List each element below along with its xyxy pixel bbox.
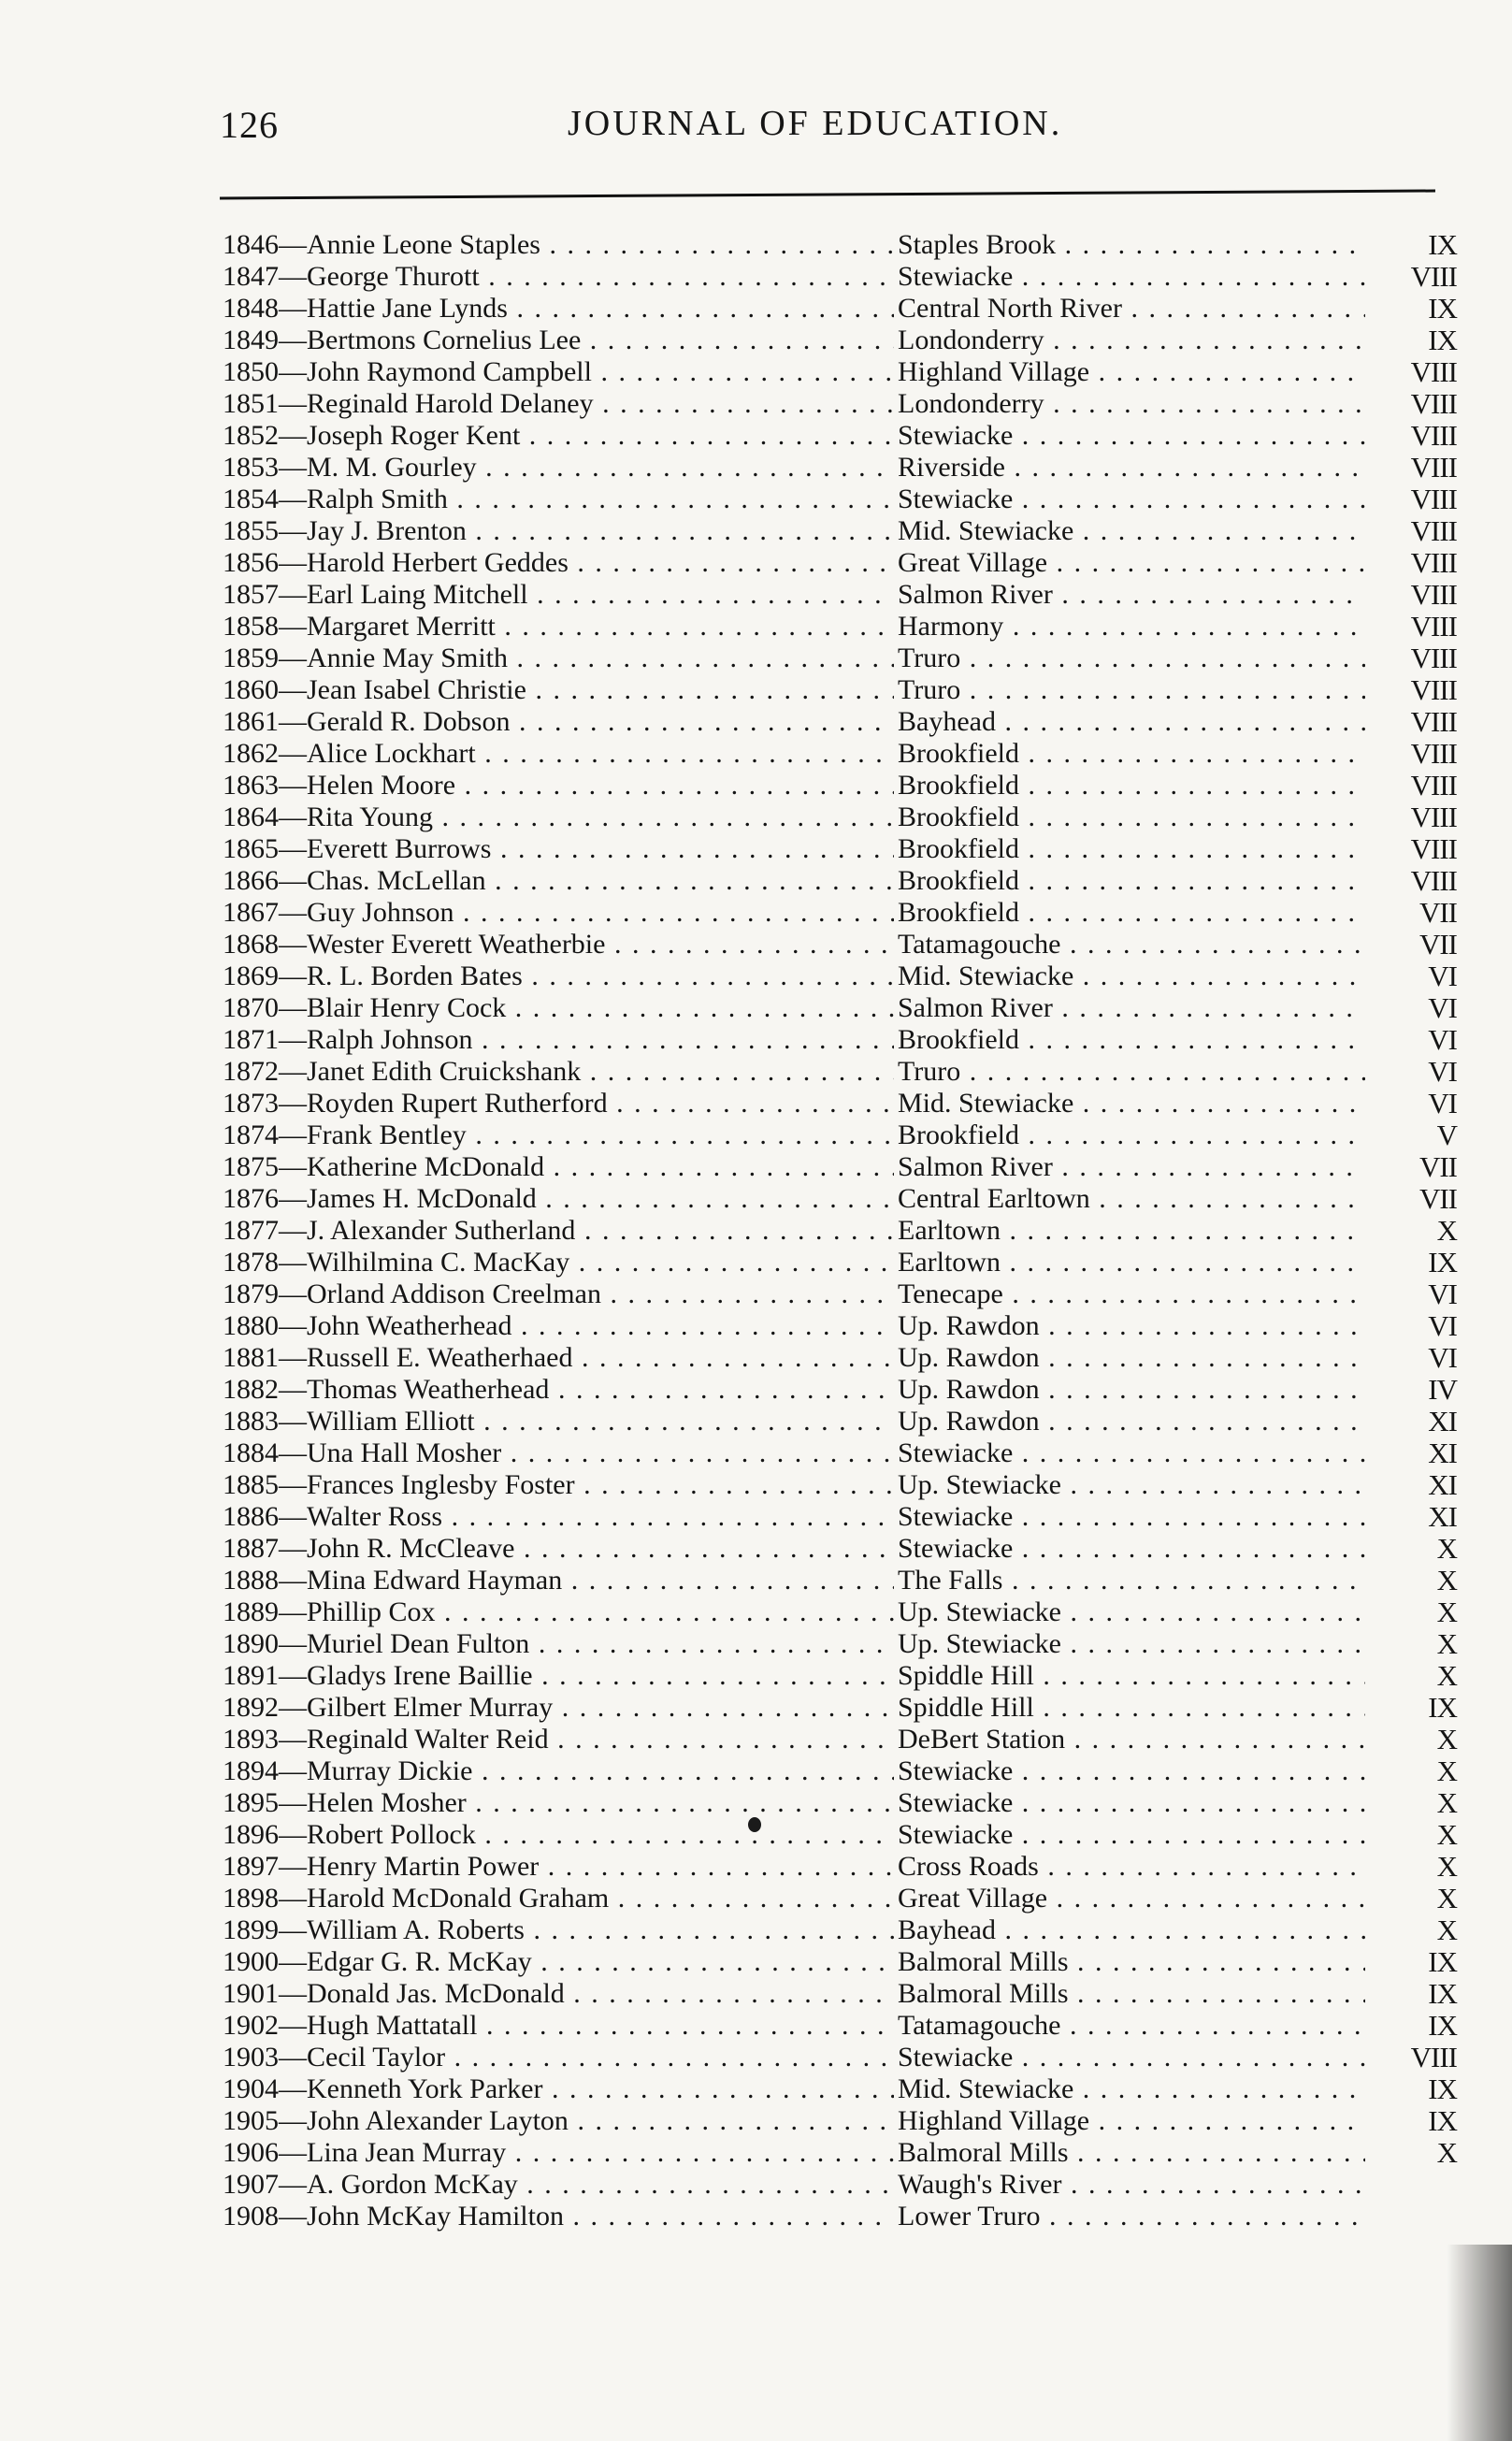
entry-name: 1864—Rita Young . . . <box>223 802 894 833</box>
list-item <box>223 1150 1457 1183</box>
entry-place: Brookfield . . . <box>898 1119 1365 1151</box>
entry-grade: X <box>1436 1786 1457 1819</box>
entry-name: 1875—Katherine McDonald . . . <box>223 1151 894 1183</box>
entry-grade: IV <box>1428 1373 1457 1406</box>
list-item <box>223 960 1457 992</box>
entry-place: Spiddle Hill . . . <box>898 1692 1365 1724</box>
list-item <box>223 1405 1457 1437</box>
entry-name: 1867—Guy Johnson . . . <box>223 897 894 929</box>
entry-grade: X <box>1436 1818 1457 1851</box>
entry-place: Salmon River . . . <box>898 1151 1365 1183</box>
entry-place: Harmony . . . <box>898 611 1365 643</box>
entry-name: 1903—Cecil Taylor . . . <box>223 2042 894 2073</box>
entry-place: Earltown . . . <box>898 1215 1365 1247</box>
entry-place: Brookfield . . . <box>898 865 1365 897</box>
entry-place: Brookfield . . . <box>898 738 1365 770</box>
entry-place: Bayhead . . . <box>898 1914 1365 1946</box>
entry-name: 1873—Royden Rupert Rutherford . . . <box>223 1088 894 1119</box>
list-item <box>223 2041 1457 2073</box>
list-item <box>223 2073 1457 2105</box>
entry-grade: VIII <box>1410 610 1457 643</box>
entry-name: 1901—Donald Jas. McDonald . . . <box>223 1978 894 2010</box>
entry-place: Brookfield . . . <box>898 802 1365 833</box>
register-list <box>223 228 1457 2232</box>
list-item <box>223 1850 1457 1883</box>
entry-place: Up. Rawdon . . . <box>898 1342 1365 1374</box>
entry-grade: VII <box>1418 1150 1457 1183</box>
entry-grade: VII <box>1418 928 1457 961</box>
entry-place: Balmoral Mills . . . <box>898 1978 1365 2010</box>
list-item <box>223 514 1457 547</box>
entry-name: 1874—Frank Bentley . . . <box>223 1119 894 1151</box>
entry-grade: X <box>1436 1596 1457 1628</box>
entry-name: 1886—Walter Ross . . . <box>223 1501 894 1533</box>
list-item <box>223 801 1457 833</box>
entry-grade: VII <box>1418 1182 1457 1215</box>
entry-grade: X <box>1436 1882 1457 1914</box>
entry-place: Up. Stewiacke . . . <box>898 1628 1365 1660</box>
entry-place: Stewiacke . . . <box>898 484 1365 515</box>
list-item <box>223 2169 1438 2201</box>
list-item <box>223 737 1457 770</box>
list-item <box>223 1341 1457 1374</box>
list-item <box>223 419 1457 452</box>
entry-place: Brookfield . . . <box>898 833 1365 865</box>
entry-place: Up. Stewiacke . . . <box>898 1469 1365 1501</box>
entry-place: Lower Truro . . . <box>898 2201 1365 2232</box>
page-header <box>220 103 1435 159</box>
list-item <box>223 578 1457 611</box>
list-item <box>223 1246 1457 1278</box>
entry-name: 1866—Chas. McLellan . . . <box>223 865 894 897</box>
entry-name: 1883—William Elliott . . . <box>223 1406 894 1437</box>
entry-grade: VIII <box>1410 355 1457 388</box>
entry-place: Cross Roads . . . <box>898 1851 1365 1883</box>
entry-name: 1863—Helen Moore . . . <box>223 770 894 802</box>
entry-grade: V <box>1436 1119 1457 1151</box>
entry-name: 1857—Earl Laing Mitchell . . . <box>223 579 894 611</box>
entry-name: 1870—Blair Henry Cock . . . <box>223 992 894 1024</box>
entry-grade: VIII <box>1410 801 1457 833</box>
entry-name: 1868—Wester Everett Weatherbie . . . <box>223 929 894 961</box>
list-item <box>223 1373 1457 1406</box>
entry-name: 1855—Jay J. Brenton . . . <box>223 515 894 547</box>
entry-name: 1882—Thomas Weatherhead . . . <box>223 1374 894 1406</box>
list-item <box>223 1914 1457 1946</box>
entry-place: Brookfield . . . <box>898 770 1365 802</box>
entry-name: 1872—Janet Edith Cruickshank . . . <box>223 1056 894 1088</box>
entry-grade: IX <box>1428 292 1457 325</box>
entry-name: 1896—Robert Pollock . . . <box>223 1819 894 1851</box>
list-item <box>223 1691 1457 1724</box>
entry-place: Mid. Stewiacke . . . <box>898 1088 1365 1119</box>
list-item <box>223 1500 1457 1533</box>
entry-name: 1890—Muriel Dean Fulton . . . <box>223 1628 894 1660</box>
entry-grade: VIII <box>1410 260 1457 293</box>
list-item <box>223 1723 1457 1755</box>
entry-name: 1904—Kenneth York Parker . . . <box>223 2073 894 2105</box>
list-item <box>223 1309 1457 1342</box>
list-item <box>223 1818 1457 1851</box>
entry-place: Mid. Stewiacke . . . <box>898 2073 1365 2105</box>
list-item <box>223 928 1457 961</box>
entry-place: Mid. Stewiacke . . . <box>898 515 1365 547</box>
entry-name: 1869—R. L. Borden Bates . . . <box>223 961 894 992</box>
entry-name: 1906—Lina Jean Murray . . . <box>223 2137 894 2169</box>
entry-grade: XI <box>1428 1405 1457 1437</box>
entry-grade: X <box>1436 1914 1457 1946</box>
entry-grade: VIII <box>1410 419 1457 452</box>
list-item <box>223 1659 1457 1692</box>
entry-place: Bayhead . . . <box>898 706 1365 738</box>
entry-grade: VIII <box>1410 514 1457 547</box>
entry-place: Highland Village . . . <box>898 2105 1365 2137</box>
list-item <box>223 1119 1457 1151</box>
list-item <box>223 673 1457 706</box>
entry-place: Up. Rawdon . . . <box>898 1406 1365 1437</box>
entry-place: Balmoral Mills . . . <box>898 1946 1365 1978</box>
entry-name: 1895—Helen Mosher . . . <box>223 1787 894 1819</box>
entry-grade: VIII <box>1410 737 1457 770</box>
list-item <box>223 610 1457 643</box>
entry-name: 1865—Everett Burrows . . . <box>223 833 894 865</box>
list-item <box>223 1468 1457 1501</box>
entry-grade: VIII <box>1410 642 1457 674</box>
entry-place: Central North River . . . <box>898 293 1365 325</box>
header-rule <box>220 185 1435 204</box>
list-item <box>223 1977 1457 2010</box>
entry-place: Spiddle Hill . . . <box>898 1660 1365 1692</box>
entry-name: 1902—Hugh Mattatall . . . <box>223 2010 894 2042</box>
entry-place: Londonderry . . . <box>898 325 1365 356</box>
entry-name: 1860—Jean Isabel Christie . . . <box>223 674 894 706</box>
entry-name: 1862—Alice Lockhart . . . <box>223 738 894 770</box>
entry-grade: X <box>1436 1850 1457 1883</box>
ink-blot <box>748 1817 761 1832</box>
entry-place: Truro . . . <box>898 674 1365 706</box>
list-item <box>223 769 1457 802</box>
entry-grade: VIII <box>1410 546 1457 579</box>
entry-grade: VI <box>1428 1087 1457 1119</box>
entry-grade: VI <box>1428 960 1457 992</box>
list-item <box>223 228 1457 261</box>
entry-name: 1859—Annie May Smith . . . <box>223 643 894 674</box>
entry-grade: VIII <box>1410 387 1457 420</box>
entry-grade: VI <box>1428 1309 1457 1342</box>
entry-place: Stewiacke . . . <box>898 1501 1365 1533</box>
entry-place: DeBert Station . . . <box>898 1724 1365 1755</box>
entry-name: 1858—Margaret Merritt . . . <box>223 611 894 643</box>
running-title: JOURNAL OF EDUCATION. <box>568 104 1063 143</box>
list-item <box>223 1023 1457 1056</box>
entry-name: 1854—Ralph Smith . . . <box>223 484 894 515</box>
list-item <box>223 1437 1457 1469</box>
list-item <box>223 2136 1457 2169</box>
entry-place: Stewiacke . . . <box>898 420 1365 452</box>
entry-place: Stewiacke . . . <box>898 2042 1365 2073</box>
entry-name: 1899—William A. Roberts . . . <box>223 1914 894 1946</box>
list-item <box>223 324 1457 356</box>
entry-name: 1894—Murray Dickie . . . <box>223 1755 894 1787</box>
entry-name: 1908—John McKay Hamilton . . . <box>223 2201 894 2232</box>
entry-name: 1871—Ralph Johnson . . . <box>223 1024 894 1056</box>
entry-place: Stewiacke . . . <box>898 1437 1365 1469</box>
entry-place: Great Village . . . <box>898 547 1365 579</box>
list-item <box>223 1214 1457 1247</box>
entry-grade: X <box>1436 1627 1457 1660</box>
entry-name: 1905—John Alexander Layton . . . <box>223 2105 894 2137</box>
entry-name: 1889—Phillip Cox . . . <box>223 1596 894 1628</box>
entry-place: Salmon River . . . <box>898 992 1365 1024</box>
list-item <box>223 642 1457 674</box>
entry-place: Earltown . . . <box>898 1247 1365 1278</box>
list-item <box>223 1882 1457 1914</box>
entry-place: Truro . . . <box>898 1056 1365 1088</box>
list-item <box>223 991 1457 1024</box>
list-item <box>223 896 1457 929</box>
entry-place: Tenecape . . . <box>898 1278 1365 1310</box>
entry-grade: XI <box>1428 1468 1457 1501</box>
list-item <box>223 451 1457 484</box>
list-item <box>223 1786 1457 1819</box>
entry-place: Tatamagouche . . . <box>898 2010 1365 2042</box>
list-item <box>223 1564 1457 1596</box>
list-item <box>223 832 1457 865</box>
page-number: 126 <box>220 104 279 146</box>
entry-grade: VIII <box>1410 483 1457 515</box>
list-item <box>223 1627 1457 1660</box>
entry-grade: XI <box>1428 1500 1457 1533</box>
entry-name: 1848—Hattie Jane Lynds . . . <box>223 293 894 325</box>
entry-name: 1891—Gladys Irene Baillie . . . <box>223 1660 894 1692</box>
entry-name: 1877—J. Alexander Sutherland . . . <box>223 1215 894 1247</box>
entry-name: 1892—Gilbert Elmer Murray . . . <box>223 1692 894 1724</box>
entry-grade: VI <box>1428 1341 1457 1374</box>
entry-name: 1852—Joseph Roger Kent . . . <box>223 420 894 452</box>
entry-grade: VI <box>1428 1023 1457 1056</box>
entry-name: 1861—Gerald R. Dobson . . . <box>223 706 894 738</box>
entry-place: Highland Village . . . <box>898 356 1365 388</box>
list-item <box>223 355 1457 388</box>
list-item <box>223 483 1457 515</box>
entry-name: 1846—Annie Leone Staples . . . <box>223 229 894 261</box>
entry-name: 1900—Edgar G. R. McKay . . . <box>223 1946 894 1978</box>
entry-grade: IX <box>1428 1246 1457 1278</box>
entry-name: 1851—Reginald Harold Delaney . . . <box>223 388 894 420</box>
entry-name: 1847—George Thurott . . . <box>223 261 894 293</box>
list-item <box>223 387 1457 420</box>
entry-grade: X <box>1436 1214 1457 1247</box>
list-item <box>223 2201 1438 2232</box>
entry-name: 1884—Una Hall Mosher . . . <box>223 1437 894 1469</box>
entry-grade: VIII <box>1410 2041 1457 2073</box>
entry-place: Stewiacke . . . <box>898 1533 1365 1565</box>
list-item <box>223 292 1457 325</box>
entry-place: Truro . . . <box>898 643 1365 674</box>
entry-place: Great Village . . . <box>898 1883 1365 1914</box>
entry-name: 1885—Frances Inglesby Foster . . . <box>223 1469 894 1501</box>
entry-name: 1876—James H. McDonald . . . <box>223 1183 894 1215</box>
entry-grade: X <box>1436 1532 1457 1565</box>
entry-place: Tatamagouche . . . <box>898 929 1365 961</box>
entry-name: 1853—M. M. Gourley . . . <box>223 452 894 484</box>
list-item <box>223 1532 1457 1565</box>
entry-grade: VI <box>1428 1055 1457 1088</box>
entry-place: The Falls . . . <box>898 1565 1365 1596</box>
entry-grade: VI <box>1428 991 1457 1024</box>
entry-place: Stewiacke . . . <box>898 1787 1365 1819</box>
entry-grade: IX <box>1428 1977 1457 2010</box>
list-item <box>223 705 1457 738</box>
entry-grade: IX <box>1428 1945 1457 1978</box>
entry-grade: IX <box>1428 1691 1457 1724</box>
entry-place: Salmon River . . . <box>898 579 1365 611</box>
entry-place: Waugh's River . . . <box>898 2169 1365 2201</box>
entry-grade: VIII <box>1410 705 1457 738</box>
entry-name: 1849—Bertmons Cornelius Lee . . . <box>223 325 894 356</box>
entry-grade: IX <box>1428 324 1457 356</box>
entry-grade: X <box>1436 1755 1457 1787</box>
entry-place: Londonderry . . . <box>898 388 1365 420</box>
list-item <box>223 1596 1457 1628</box>
page-edge-shadow <box>1447 2245 1512 2441</box>
entry-name: 1856—Harold Herbert Geddes . . . <box>223 547 894 579</box>
entry-place: Stewiacke . . . <box>898 261 1365 293</box>
entry-grade: VIII <box>1410 451 1457 484</box>
entry-grade: XI <box>1428 1437 1457 1469</box>
entry-name: 1888—Mina Edward Hayman . . . <box>223 1565 894 1596</box>
entry-name: 1879—Orland Addison Creelman . . . <box>223 1278 894 1310</box>
entry-grade: X <box>1436 2136 1457 2169</box>
entry-grade: VI <box>1428 1278 1457 1310</box>
entry-grade: VIII <box>1410 832 1457 865</box>
entry-place: Up. Rawdon . . . <box>898 1374 1365 1406</box>
entry-name: 1878—Wilhilmina C. MacKay . . . <box>223 1247 894 1278</box>
entry-grade: VIII <box>1410 864 1457 897</box>
list-item <box>223 1087 1457 1119</box>
list-item <box>223 260 1457 293</box>
entry-grade: VIII <box>1410 578 1457 611</box>
entry-place: Up. Rawdon . . . <box>898 1310 1365 1342</box>
entry-name: 1893—Reginald Walter Reid . . . <box>223 1724 894 1755</box>
entry-grade: X <box>1436 1659 1457 1692</box>
entry-name: 1881—Russell E. Weatherhaed . . . <box>223 1342 894 1374</box>
entry-place: Riverside . . . <box>898 452 1365 484</box>
list-item <box>223 1755 1457 1787</box>
list-item <box>223 1182 1457 1215</box>
entry-place: Mid. Stewiacke . . . <box>898 961 1365 992</box>
entry-name: 1907—A. Gordon McKay . . . <box>223 2169 894 2201</box>
entry-place: Brookfield . . . <box>898 897 1365 929</box>
list-item <box>223 1055 1457 1088</box>
entry-place: Up. Stewiacke . . . <box>898 1596 1365 1628</box>
list-item <box>223 1278 1457 1310</box>
list-item <box>223 1945 1457 1978</box>
entry-name: 1880—John Weatherhead . . . <box>223 1310 894 1342</box>
list-item <box>223 2009 1457 2042</box>
entry-place: Brookfield . . . <box>898 1024 1365 1056</box>
entry-grade: VII <box>1418 896 1457 929</box>
entry-name: 1850—John Raymond Campbell . . . <box>223 356 894 388</box>
entry-place: Stewiacke . . . <box>898 1755 1365 1787</box>
entry-place: Balmoral Mills . . . <box>898 2137 1365 2169</box>
entry-grade: X <box>1436 1723 1457 1755</box>
list-item <box>223 864 1457 897</box>
list-item <box>223 546 1457 579</box>
entry-grade: IX <box>1428 228 1457 261</box>
entry-grade: IX <box>1428 2104 1457 2137</box>
entry-grade: VIII <box>1410 673 1457 706</box>
entry-grade: IX <box>1428 2009 1457 2042</box>
entry-place: Staples Brook . . . <box>898 229 1365 261</box>
entry-grade: IX <box>1428 2073 1457 2105</box>
list-item <box>223 2104 1457 2137</box>
entry-name: 1897—Henry Martin Power . . . <box>223 1851 894 1883</box>
entry-name: 1898—Harold McDonald Graham . . . <box>223 1883 894 1914</box>
entry-grade: X <box>1436 1564 1457 1596</box>
entry-place: Central Earltown . . . <box>898 1183 1365 1215</box>
entry-place: Stewiacke . . . <box>898 1819 1365 1851</box>
entry-grade: VIII <box>1410 769 1457 802</box>
entry-name: 1887—John R. McCleave . . . <box>223 1533 894 1565</box>
